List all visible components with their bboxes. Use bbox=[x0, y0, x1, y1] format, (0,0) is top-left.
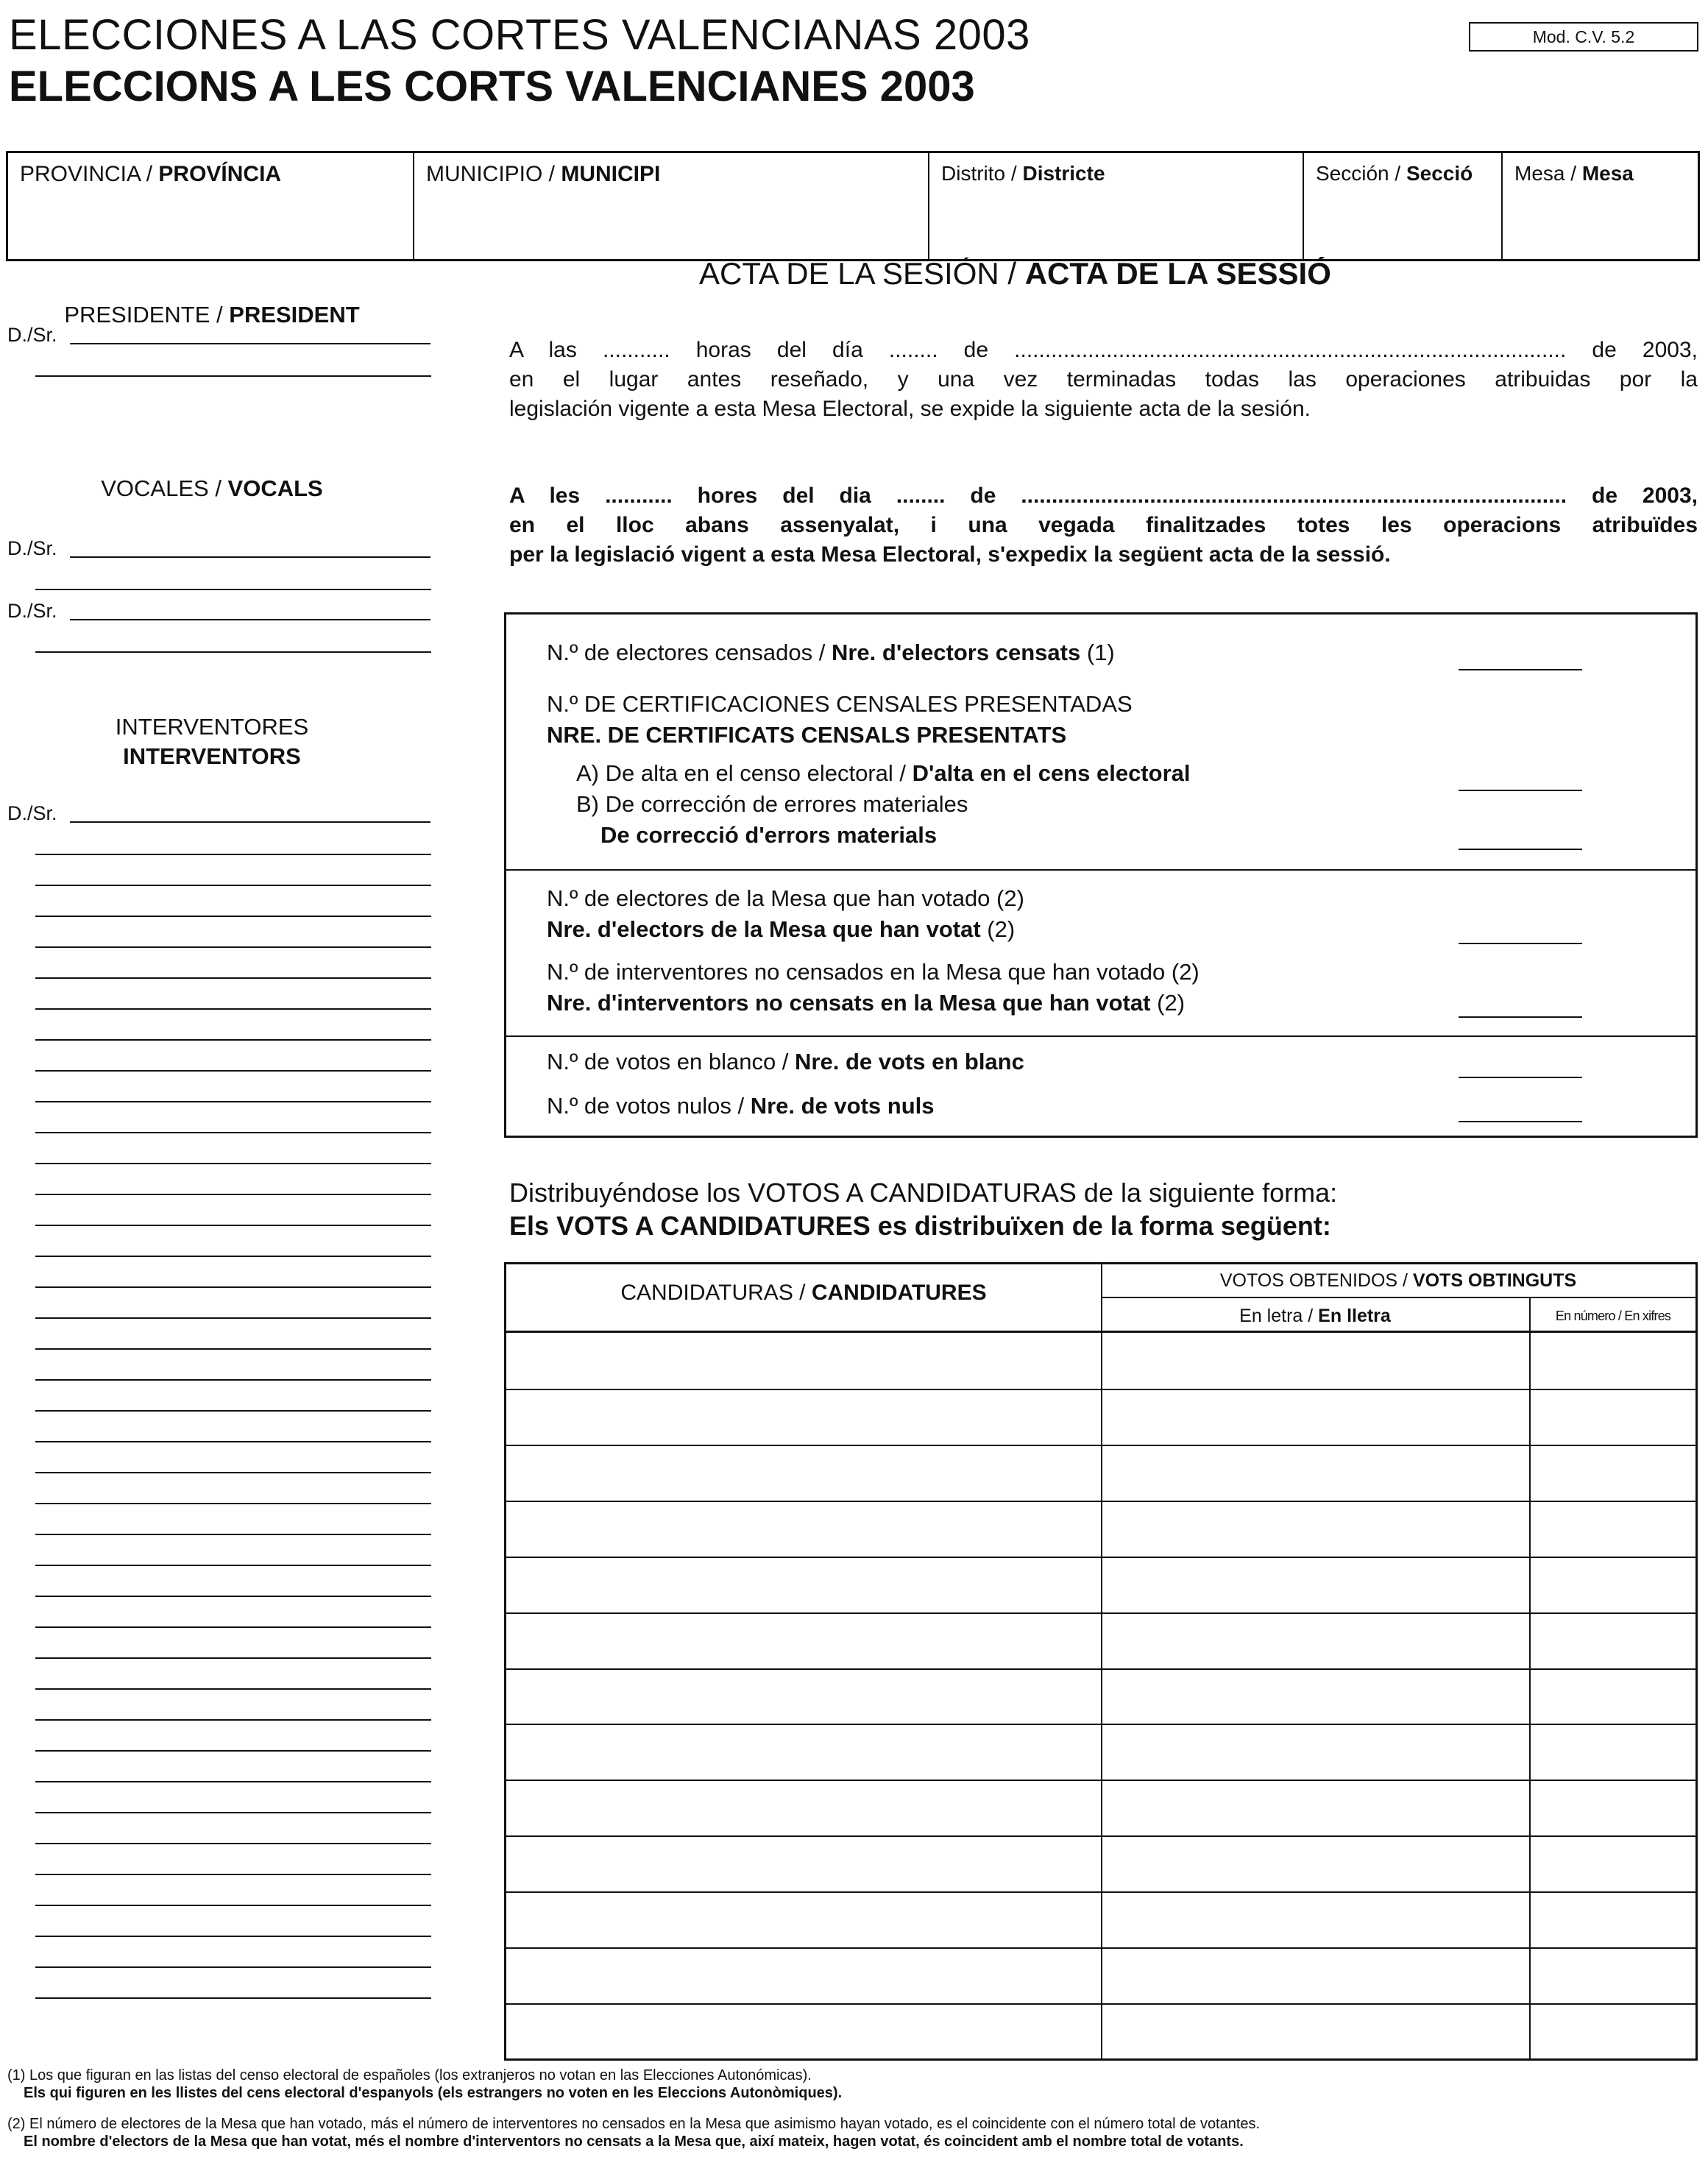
interventor-signature-line[interactable] bbox=[35, 1441, 431, 1442]
candidaturas-table bbox=[504, 1262, 1698, 2061]
footnote-2-va: El nombre d'electors de la Mesa que han votat, més el nombre d'interventors no censats a la Mesa que, així mateix, hagen votat, és coincident amb el nombre total de votants. bbox=[24, 2134, 1244, 2150]
votos-letra-cell[interactable] bbox=[1102, 1390, 1529, 1443]
president-dsr-label: D./Sr. bbox=[7, 324, 57, 346]
header-fields bbox=[6, 151, 1700, 261]
votos-numero-cell[interactable] bbox=[1531, 1390, 1697, 1443]
acta-title: ACTA DE LA SESIÓN / ACTA DE LA SESSIÓ bbox=[699, 256, 1331, 291]
president-line[interactable] bbox=[70, 343, 430, 344]
interventor-signature-line[interactable] bbox=[35, 1812, 431, 1813]
censados-input[interactable] bbox=[1459, 669, 1582, 670]
votos-letra-cell[interactable] bbox=[1102, 1670, 1529, 1723]
interventores-heading: INTERVENTORES INTERVENTORS bbox=[115, 714, 309, 769]
interventor-signature-line[interactable] bbox=[35, 977, 431, 979]
votos-numero-cell[interactable] bbox=[1531, 1614, 1697, 1667]
candidatura-cell[interactable] bbox=[506, 1781, 1099, 1834]
interventor-signature-line[interactable] bbox=[35, 1719, 431, 1721]
interventor-signature-line[interactable] bbox=[35, 1843, 431, 1844]
votos-letra-cell[interactable] bbox=[1102, 2005, 1529, 2058]
blanco-label: N.º de votos en blanco / Nre. de vots en blanc bbox=[547, 1049, 1024, 1074]
votado-label-es: N.º de electores de la Mesa que han votado (2) bbox=[547, 885, 1024, 911]
interventor-signature-line[interactable] bbox=[35, 1163, 431, 1164]
candidatura-cell[interactable] bbox=[506, 1390, 1099, 1443]
alta-label: A) De alta en el censo electoral / D'alta en el cens electoral bbox=[576, 760, 1191, 786]
numero-header: En número / En xifres bbox=[1555, 1309, 1671, 1323]
field-distrito[interactable]: Distrito / Districte bbox=[929, 153, 1304, 259]
votos-letra-cell[interactable] bbox=[1102, 1446, 1529, 1499]
distribution-va: Els VOTS A CANDIDATURES es distribuïxen de la forma següent: bbox=[509, 1211, 1331, 1241]
candidatura-cell[interactable] bbox=[506, 1725, 1099, 1778]
candidatura-cell[interactable] bbox=[506, 1334, 1099, 1387]
votos-letra-cell[interactable] bbox=[1102, 1502, 1529, 1555]
votos-numero-cell[interactable] bbox=[1531, 1558, 1697, 1611]
votos-numero-cell[interactable] bbox=[1531, 1670, 1697, 1723]
interventor-signature-line[interactable] bbox=[35, 1225, 431, 1226]
counts-separator-2 bbox=[506, 1035, 1695, 1037]
acta-paragraph-va: A les ........... hores del dia ........ de ......................................................................................... de 2003, en el lloc abans assenyalat, i una vegada finalitzades totes les operacions atribuïdes per la legislació vigent a esta Mesa Electoral, s'expedix la següent acta de la sessió. bbox=[509, 484, 1698, 567]
interventores-votado-input[interactable] bbox=[1459, 1016, 1582, 1018]
interventor-signature-line[interactable] bbox=[35, 1534, 431, 1535]
president-heading: PRESIDENTE / PRESIDENT bbox=[64, 302, 360, 327]
table-header-bottom bbox=[506, 1331, 1695, 1333]
footnote-1-es: (1) Los que figuran en las listas del censo electoral de españoles (los extranjeros no votan en las Elecciones Autonómicas). bbox=[7, 2067, 812, 2083]
votos-numero-cell[interactable] bbox=[1531, 1893, 1697, 1946]
interventor-signature-line[interactable] bbox=[35, 946, 431, 948]
interventor-signature-line[interactable] bbox=[35, 1039, 431, 1041]
title-es: ELECCIONES A LAS CORTES VALENCIANAS 2003 bbox=[9, 11, 1030, 59]
interventor-line[interactable] bbox=[70, 821, 430, 823]
correccion-label-va: De correcció d'errors materials bbox=[600, 822, 938, 848]
letra-header: En letra / En lletra bbox=[1239, 1306, 1391, 1326]
field-seccion[interactable]: Sección / Secció bbox=[1304, 153, 1503, 259]
interventor-signature-line[interactable] bbox=[35, 1256, 431, 1257]
votos-numero-cell[interactable] bbox=[1531, 1837, 1697, 1890]
field-mesa[interactable]: Mesa / Mesa bbox=[1514, 162, 1634, 185]
votos-letra-cell[interactable] bbox=[1102, 1725, 1529, 1778]
nulos-label: N.º de votos nulos / Nre. de vots nuls bbox=[547, 1093, 935, 1119]
interventor-signature-line[interactable] bbox=[35, 1503, 431, 1504]
interventor-signature-line[interactable] bbox=[35, 1379, 431, 1381]
interventor-signature-line[interactable] bbox=[35, 1750, 431, 1752]
interventor-signature-line[interactable] bbox=[35, 1132, 431, 1133]
interventor-signature-line[interactable] bbox=[35, 1997, 431, 1999]
counts-separator-1 bbox=[506, 869, 1695, 871]
interventor-dsr-label: D./Sr. bbox=[7, 802, 57, 824]
censados-label: N.º de electores censados / Nre. d'electors censats (1) bbox=[547, 640, 1115, 665]
interventor-signature-line[interactable] bbox=[35, 1874, 431, 1875]
interventor-signature-line[interactable] bbox=[35, 1410, 431, 1412]
candidatura-cell[interactable] bbox=[506, 1558, 1099, 1611]
certificaciones-label-es: N.º DE CERTIFICACIONES CENSALES PRESENTADAS bbox=[547, 691, 1133, 717]
vocal1-dsr-label: D./Sr. bbox=[7, 537, 57, 559]
interventor-signature-line[interactable] bbox=[35, 1070, 431, 1072]
correccion-label-es: B) De corrección de errores materiales bbox=[576, 791, 968, 817]
field-provincia[interactable]: PROVINCIA / PROVÍNCIA bbox=[8, 153, 414, 259]
interventor-signature-line[interactable] bbox=[35, 1781, 431, 1782]
model-code: Mod. C.V. 5.2 bbox=[1469, 22, 1698, 52]
votos-numero-cell[interactable] bbox=[1531, 1781, 1697, 1834]
interventor-signature-line[interactable] bbox=[35, 885, 431, 886]
distribution-es: Distribuyéndose los VOTOS A CANDIDATURAS de la siguiente forma: bbox=[509, 1178, 1338, 1208]
interventor-signature-line[interactable] bbox=[35, 1905, 431, 1906]
certificaciones-label-va: NRE. DE CERTIFICATS CENSALS PRESENTATS bbox=[547, 722, 1067, 748]
interventor-signature-line[interactable] bbox=[35, 916, 431, 917]
candidatura-cell[interactable] bbox=[506, 1949, 1099, 2002]
president-line-2[interactable] bbox=[35, 375, 431, 377]
field-municipio[interactable]: MUNICIPIO / MUNICIPI bbox=[414, 153, 929, 259]
votos-letra-cell[interactable] bbox=[1102, 1837, 1529, 1890]
votos-numero-cell[interactable] bbox=[1531, 1446, 1697, 1499]
nulos-input[interactable] bbox=[1459, 1121, 1582, 1122]
votos-letra-cell[interactable] bbox=[1102, 1893, 1529, 1946]
vocales-heading: VOCALES / VOCALS bbox=[101, 475, 323, 501]
candidatura-cell[interactable] bbox=[506, 1614, 1099, 1667]
interventor-signature-line[interactable] bbox=[35, 1596, 431, 1597]
interventor-signature-line[interactable] bbox=[35, 1286, 431, 1288]
title-va: ELECCIONS A LES CORTS VALENCIANES 2003 bbox=[9, 63, 975, 110]
blanco-input[interactable] bbox=[1459, 1077, 1582, 1078]
interventor-signature-line[interactable] bbox=[35, 1657, 431, 1659]
footnote-2-es: (2) El número de electores de la Mesa que han votado, más el número de interventores no censados en la Mesa que asimismo hayan votado, es el coincidente con el número total de votantes. bbox=[7, 2116, 1261, 2132]
vocal1-line[interactable] bbox=[70, 556, 430, 558]
votos-letra-cell[interactable] bbox=[1102, 1614, 1529, 1667]
votos-letra-cell[interactable] bbox=[1102, 1558, 1529, 1611]
votado-label-va: Nre. d'electors de la Mesa que han votat (2) bbox=[547, 916, 1016, 942]
candidatura-cell[interactable] bbox=[506, 1670, 1099, 1723]
interventor-signature-line[interactable] bbox=[35, 1101, 431, 1102]
interventor-signature-line[interactable] bbox=[35, 854, 431, 855]
candidatura-cell[interactable] bbox=[506, 1837, 1099, 1890]
votos-letra-cell[interactable] bbox=[1102, 1949, 1529, 2002]
vocal2-line-2[interactable] bbox=[35, 651, 431, 653]
votos-numero-cell[interactable] bbox=[1531, 1949, 1697, 2002]
counts-box bbox=[504, 612, 1698, 1138]
interventor-signature-line[interactable] bbox=[35, 1966, 431, 1968]
alta-input[interactable] bbox=[1459, 790, 1582, 791]
votos-letra-cell[interactable] bbox=[1102, 1781, 1529, 1834]
votos-numero-cell[interactable] bbox=[1531, 1725, 1697, 1778]
votos-numero-cell[interactable] bbox=[1531, 1334, 1697, 1387]
interventores-votado-label-es: N.º de interventores no censados en la Mesa que han votado (2) bbox=[547, 959, 1200, 985]
votos-letra-cell[interactable] bbox=[1102, 1334, 1529, 1387]
interventores-votado-label-va: Nre. d'interventors no censats en la Mesa que han votat (2) bbox=[547, 990, 1186, 1016]
footnote-1-va: Els qui figuren en les llistes del cens electoral d'espanyols (els estrangers no voten en les Eleccions Autonòmiques). bbox=[24, 2085, 843, 2101]
interventor-signature-line[interactable] bbox=[35, 1472, 431, 1473]
vocal1-line-2[interactable] bbox=[35, 589, 431, 590]
correccion-input[interactable] bbox=[1459, 849, 1582, 850]
candidatura-cell[interactable] bbox=[506, 1446, 1099, 1499]
interventor-signature-line[interactable] bbox=[35, 1688, 431, 1690]
interventor-signature-line[interactable] bbox=[35, 1626, 431, 1628]
interventor-signature-line[interactable] bbox=[35, 1194, 431, 1195]
candidatura-cell[interactable] bbox=[506, 2005, 1099, 2058]
interventor-signature-line[interactable] bbox=[35, 1565, 431, 1566]
interventor-signature-line[interactable] bbox=[35, 1008, 431, 1010]
interventor-signature-line[interactable] bbox=[35, 1348, 431, 1350]
acta-paragraph-es: A las ........... horas del día ........ de .......................................................................................... de 2003, en el lugar antes reseñado, y una vez terminadas todas las operaciones atribuidas por la legislación vigente a esta Mesa Electoral, se expide la siguiente acta de la sesión. bbox=[509, 338, 1698, 421]
interventor-signature-line[interactable] bbox=[35, 1317, 431, 1319]
vocal2-dsr-label: D./Sr. bbox=[7, 600, 57, 622]
votos-numero-cell[interactable] bbox=[1531, 2005, 1697, 2058]
vocal2-line[interactable] bbox=[70, 619, 430, 620]
table-subheader-divider bbox=[1101, 1297, 1695, 1298]
votos-numero-cell[interactable] bbox=[1531, 1502, 1697, 1555]
candidatura-cell[interactable] bbox=[506, 1502, 1099, 1555]
votos-header: VOTOS OBTENIDOS / VOTS OBTINGUTS bbox=[1219, 1270, 1577, 1291]
votado-input[interactable] bbox=[1459, 943, 1582, 944]
candidaturas-header: CANDIDATURAS / CANDIDATURES bbox=[620, 1281, 987, 1305]
interventor-signature-line[interactable] bbox=[35, 1936, 431, 1937]
candidatura-cell[interactable] bbox=[506, 1893, 1099, 1946]
